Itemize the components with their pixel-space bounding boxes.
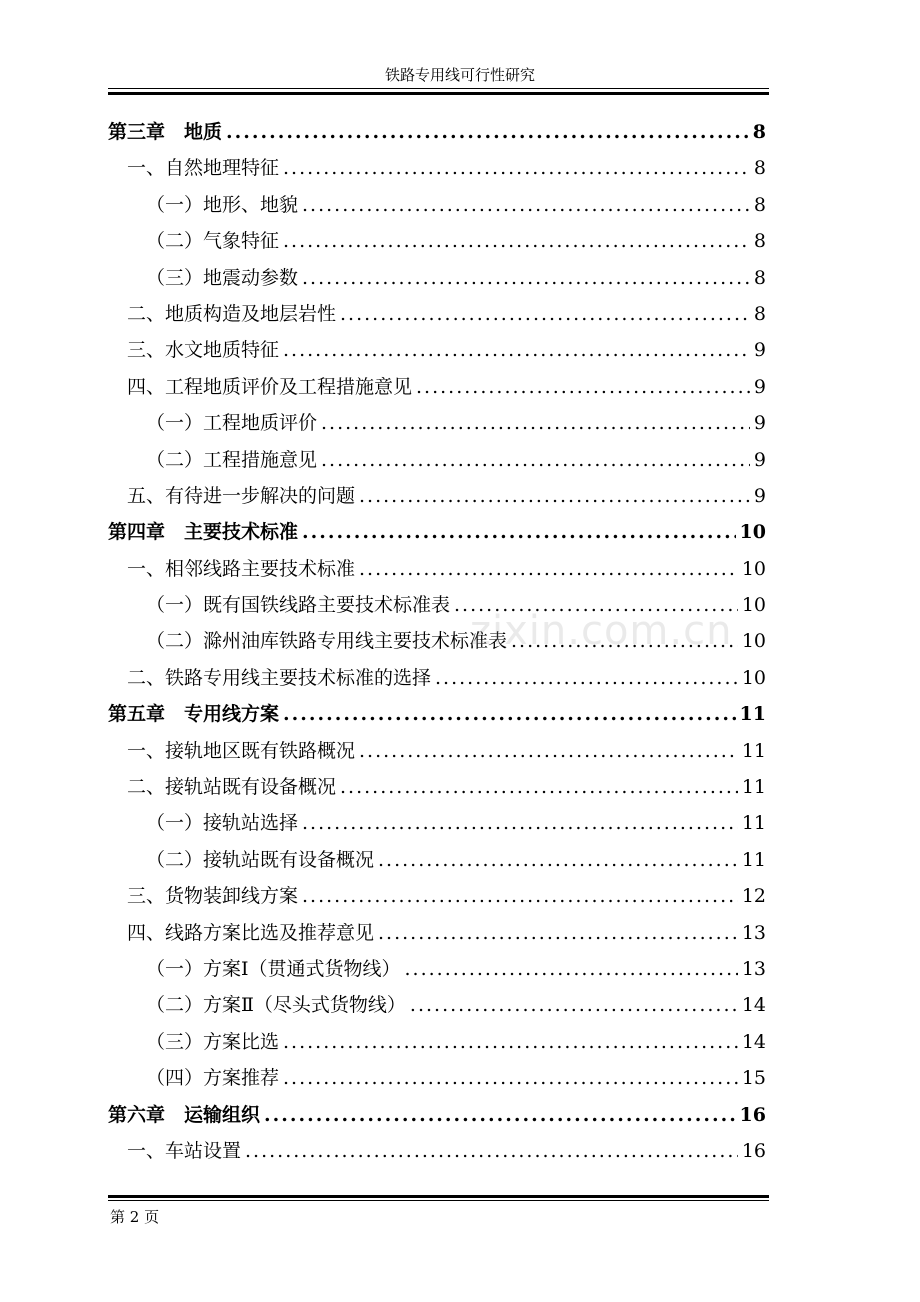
- toc-subsection-entry[interactable]: [108, 187, 766, 223]
- toc-chapter-entry[interactable]: [108, 514, 766, 550]
- toc-entry-page-number: 10: [741, 594, 766, 617]
- toc-subsection-entry[interactable]: [108, 1024, 766, 1060]
- toc-subsection-entry[interactable]: [108, 951, 766, 987]
- toc-entry-title: （一）既有国铁线路主要技术标准表: [146, 594, 451, 617]
- toc-dot-leader: [283, 332, 750, 368]
- toc-dot-leader: [359, 551, 738, 587]
- toc-entry-page-number: 9: [753, 412, 766, 435]
- toc-entry-page-number: 8: [753, 302, 766, 325]
- toc-section-entry[interactable]: [108, 369, 766, 405]
- toc-dot-leader: [226, 114, 749, 150]
- toc-dot-leader: [435, 660, 738, 696]
- toc-entry-title: 四、线路方案比选及推荐意见: [127, 921, 375, 944]
- toc-entry-page-number: 10: [741, 630, 766, 653]
- toc-entry-page-number: 12: [741, 885, 766, 908]
- toc-entry-page-number: 8: [753, 230, 766, 253]
- running-header-title: 铁路专用线可行性研究: [384, 66, 535, 84]
- toc-dot-leader: [378, 915, 738, 951]
- toc-subsection-entry[interactable]: [108, 405, 766, 441]
- toc-entry-title: 第六章 运输组织: [108, 1103, 261, 1126]
- toc-entry-title: （二）工程措施意见: [146, 448, 318, 471]
- toc-entry-page-number: 13: [741, 957, 766, 980]
- toc-entry-page-number: 16: [739, 1103, 766, 1126]
- toc-entry-title: 一、车站设置: [127, 1139, 242, 1162]
- toc-entry-title: 一、相邻线路主要技术标准: [127, 557, 356, 580]
- toc-dot-leader: [340, 296, 750, 332]
- toc-entry-page-number: 14: [741, 1030, 766, 1053]
- toc-entry-title: 第三章 地质: [108, 121, 223, 143]
- toc-chapter-entry[interactable]: [108, 114, 766, 150]
- toc-entry-page-number: 10: [741, 557, 766, 580]
- toc-dot-leader: [302, 878, 738, 914]
- toc-dot-leader: [264, 1097, 736, 1133]
- toc-entry-title: （三）地震动参数: [146, 266, 299, 289]
- toc-section-entry[interactable]: [108, 878, 766, 914]
- toc-dot-leader: [283, 150, 750, 186]
- toc-entry-title: （二）滁州油库铁路专用线主要技术标准表: [146, 630, 508, 653]
- toc-dot-leader: [416, 369, 750, 405]
- toc-dot-leader: [511, 623, 738, 659]
- toc-dot-leader: [378, 842, 738, 878]
- toc-entry-page-number: 8: [753, 157, 766, 180]
- toc-entry-title: 一、接轨地区既有铁路概况: [127, 739, 356, 762]
- toc-dot-leader: [283, 696, 736, 732]
- toc-entry-page-number: 10: [741, 666, 766, 689]
- toc-section-entry[interactable]: [108, 915, 766, 951]
- toc-entry-page-number: 15: [741, 1067, 766, 1090]
- toc-dot-leader: [321, 405, 750, 441]
- toc-chapter-entry[interactable]: [108, 1097, 766, 1133]
- toc-chapter-entry[interactable]: [108, 696, 766, 732]
- toc-dot-leader: [302, 805, 738, 841]
- toc-entry-page-number: 8: [753, 193, 766, 216]
- watermark: zixin.com.cn: [470, 608, 733, 654]
- toc-entry-title: （二）接轨站既有设备概况: [146, 848, 375, 871]
- toc-dot-leader: [283, 1024, 738, 1060]
- toc-section-entry[interactable]: [108, 769, 766, 805]
- toc-dot-leader: [410, 987, 738, 1023]
- toc-section-entry[interactable]: [108, 660, 766, 696]
- toc-section-entry[interactable]: [108, 478, 766, 514]
- toc-entry-title: 三、货物装卸线方案: [127, 885, 299, 908]
- toc-entry-title: （一）方案Ⅰ（贯通式货物线）: [146, 957, 401, 980]
- footer-rule-thick: [108, 1195, 769, 1198]
- toc-entry-title: 第四章 主要技术标准: [108, 521, 299, 544]
- table-of-contents: [108, 114, 766, 1169]
- toc-section-entry[interactable]: [108, 1133, 766, 1169]
- toc-subsection-entry[interactable]: [108, 623, 766, 659]
- toc-entry-page-number: 9: [753, 448, 766, 471]
- toc-section-entry[interactable]: [108, 296, 766, 332]
- toc-entry-title: 二、接轨站既有设备概况: [127, 776, 337, 799]
- toc-entry-title: （一）工程地质评价: [146, 412, 318, 435]
- toc-entry-page-number: 11: [741, 848, 766, 871]
- toc-entry-page-number: 13: [741, 921, 766, 944]
- toc-entry-title: 一、自然地理特征: [127, 157, 280, 180]
- toc-entry-title: 二、地质构造及地层岩性: [127, 302, 337, 325]
- toc-entry-page-number: 8: [752, 121, 766, 143]
- toc-dot-leader: [302, 187, 750, 223]
- header-rule-thin: [108, 88, 769, 89]
- toc-entry-title: 五、有待进一步解决的问题: [127, 484, 356, 507]
- toc-entry-title: （一）地形、地貌: [146, 193, 299, 216]
- toc-section-entry[interactable]: [108, 733, 766, 769]
- toc-dot-leader: [340, 769, 738, 805]
- toc-entry-title: （四）方案推荐: [146, 1067, 280, 1090]
- toc-entry-title: （三）方案比选: [146, 1030, 280, 1053]
- toc-dot-leader: [454, 587, 738, 623]
- toc-dot-leader: [283, 1060, 738, 1096]
- toc-section-entry[interactable]: [108, 332, 766, 368]
- toc-dot-leader: [405, 951, 738, 987]
- toc-dot-leader: [359, 733, 738, 769]
- toc-entry-page-number: 11: [741, 739, 766, 762]
- toc-entry-title: 二、铁路专用线主要技术标准的选择: [127, 666, 432, 689]
- footer-rule-thin: [108, 1200, 769, 1201]
- toc-dot-leader: [302, 514, 736, 550]
- toc-entry-title: 三、水文地质特征: [127, 339, 280, 362]
- toc-subsection-entry[interactable]: [108, 987, 766, 1023]
- toc-entry-title: （一）接轨站选择: [146, 812, 299, 835]
- toc-subsection-entry[interactable]: [108, 587, 766, 623]
- toc-subsection-entry[interactable]: [108, 842, 766, 878]
- toc-entry-title: 四、工程地质评价及工程措施意见: [127, 375, 413, 398]
- toc-dot-leader: [302, 260, 750, 296]
- toc-dot-leader: [283, 223, 750, 259]
- toc-entry-title: （二）方案Ⅱ（尽头式货物线）: [146, 994, 406, 1017]
- toc-entry-page-number: 16: [741, 1139, 766, 1162]
- toc-entry-title: 第五章 专用线方案: [108, 703, 280, 726]
- toc-subsection-entry[interactable]: [108, 805, 766, 841]
- toc-entry-page-number: 11: [741, 812, 766, 835]
- toc-entry-page-number: 10: [739, 521, 766, 544]
- toc-subsection-entry[interactable]: [108, 260, 766, 296]
- toc-entry-page-number: 9: [753, 375, 766, 398]
- toc-section-entry[interactable]: [108, 150, 766, 186]
- toc-dot-leader: [321, 442, 750, 478]
- toc-entry-title: （二）气象特征: [146, 230, 280, 253]
- page-number-label: 第 2 页: [110, 1208, 160, 1226]
- toc-subsection-entry[interactable]: [108, 223, 766, 259]
- toc-subsection-entry[interactable]: [108, 442, 766, 478]
- toc-section-entry[interactable]: [108, 551, 766, 587]
- toc-dot-leader: [359, 478, 750, 514]
- header-rule-thick: [108, 92, 769, 95]
- toc-entry-page-number: 14: [741, 994, 766, 1017]
- toc-entry-page-number: 11: [739, 703, 766, 726]
- toc-entry-page-number: 8: [753, 266, 766, 289]
- toc-entry-page-number: 9: [753, 339, 766, 362]
- toc-dot-leader: [245, 1133, 738, 1169]
- toc-entry-page-number: 9: [753, 484, 766, 507]
- toc-subsection-entry[interactable]: [108, 1060, 766, 1096]
- toc-entry-page-number: 11: [741, 776, 766, 799]
